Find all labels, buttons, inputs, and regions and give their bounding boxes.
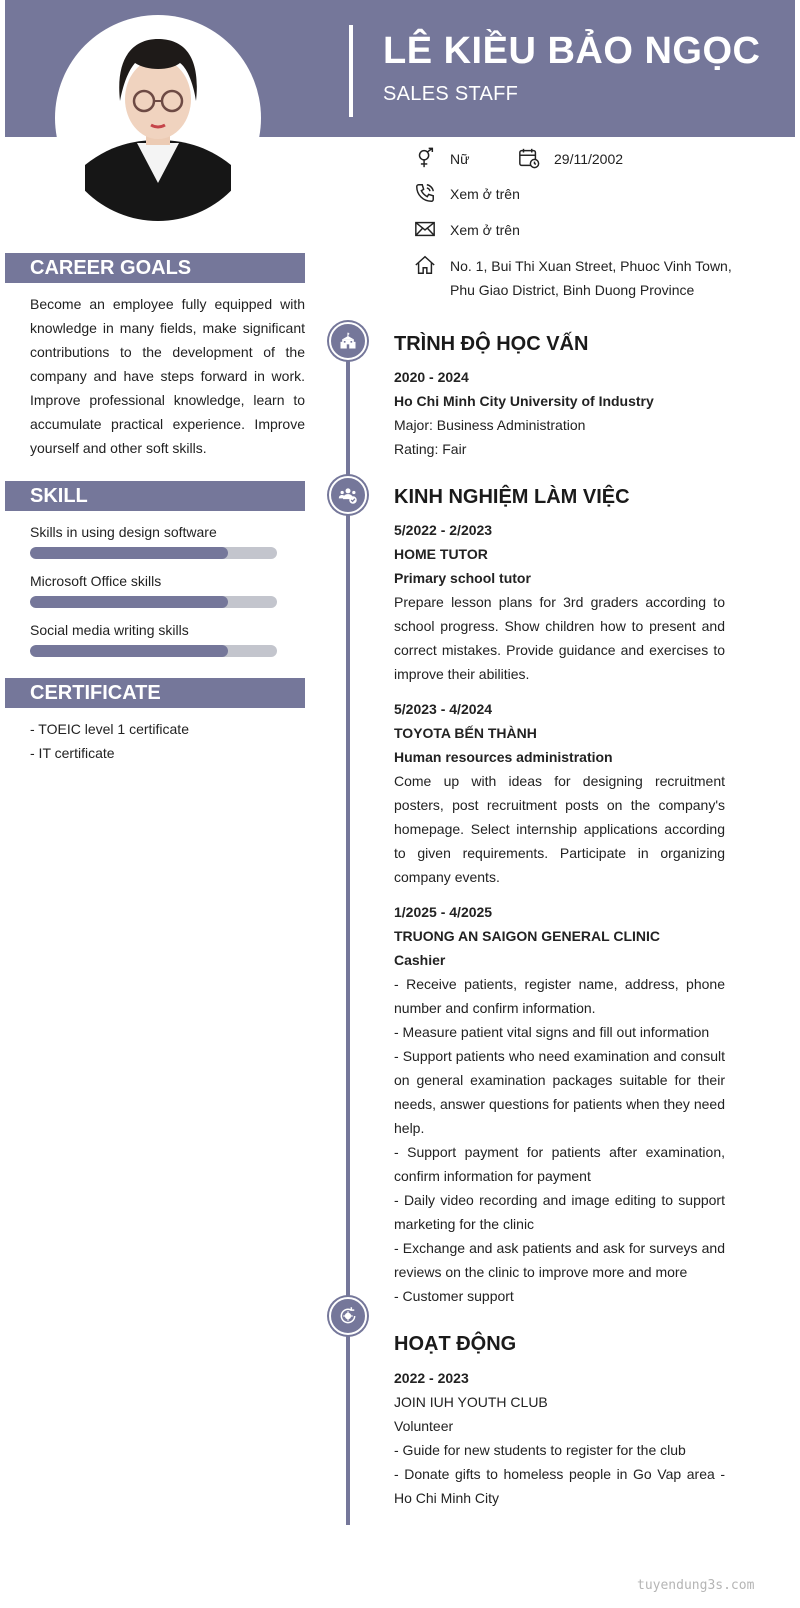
- phone-icon: [414, 182, 436, 204]
- education-block: [394, 365, 725, 461]
- skill-bar: [30, 547, 277, 559]
- gender-value: Nữ: [450, 151, 470, 167]
- person-name: LÊ KIỀU BẢO NGỌC: [383, 30, 761, 72]
- activity-period: 2022 - 2023: [394, 1370, 469, 1386]
- skill-heading: SKILL: [5, 481, 305, 511]
- job-period: 5/2022 - 2/2023: [394, 522, 493, 538]
- job-entry: [394, 518, 725, 686]
- job-company: TRUONG AN SAIGON GENERAL CLINIC: [394, 928, 661, 944]
- activities-block: [394, 1366, 725, 1510]
- activity-organization: JOIN IUH YOUTH CLUB: [394, 1394, 548, 1410]
- job-period: 1/2025 - 4/2025: [394, 904, 493, 920]
- activities-heading: HOẠT ĐỘNG: [394, 1333, 517, 1355]
- job-role: Primary school tutor: [394, 570, 531, 586]
- job-detail: - Exchange and ask patients and ask for surveys and reviews on the clinic to improve more and more: [394, 1240, 725, 1280]
- certificate-heading: CERTIFICATE: [5, 678, 305, 708]
- certificate-item: - IT certificate: [30, 745, 115, 761]
- gender-icon: [414, 147, 436, 169]
- skill-bar: [30, 645, 277, 657]
- job-detail: - Measure patient vital signs and fill out information: [394, 1024, 710, 1040]
- job-title: SALES STAFF: [383, 83, 519, 105]
- timeline-line: [346, 340, 350, 1525]
- home-icon: [414, 254, 436, 276]
- skill-label: Skills in using design software: [30, 524, 217, 540]
- activity-detail: - Donate gifts to homeless people in Go Vap area - Ho Chi Minh City: [394, 1466, 725, 1506]
- activities-icon: [329, 1297, 367, 1335]
- education-rating: Rating: Fair: [394, 441, 467, 457]
- skill-label: Social media writing skills: [30, 622, 189, 638]
- phone-value: Xem ở trên: [450, 186, 520, 202]
- education-icon: [329, 322, 367, 360]
- job-company: HOME TUTOR: [394, 546, 488, 562]
- job-detail: Prepare lesson plans for 3rd graders according to school progress. Show children how to present and correct mistakes. Provide guidance and exercises to improve their abilities.: [394, 594, 725, 682]
- skill-label: Microsoft Office skills: [30, 573, 162, 589]
- education-heading: TRÌNH ĐỘ HỌC VẤN: [394, 333, 589, 355]
- job-detail: Come up with ideas for designing recruitment posters, post recruitment posts on the company's homepage. Select internship applications according to given requirements. Participate in organizing company events.: [394, 773, 725, 885]
- name-divider: [349, 25, 353, 117]
- job-company: TOYOTA BẾN THÀNH: [394, 725, 537, 741]
- calendar-icon: [518, 147, 540, 169]
- job-role: Cashier: [394, 952, 446, 968]
- email-value: Xem ở trên: [450, 222, 520, 238]
- watermark: tuyendung3s.com: [637, 1578, 755, 1593]
- job-role: Human resources administration: [394, 749, 613, 765]
- skill-bar-fill: [30, 596, 228, 608]
- career-goals-heading: CAREER GOALS: [5, 253, 305, 283]
- education-school: Ho Chi Minh City University of Industry: [394, 393, 654, 409]
- job-detail: - Support payment for patients after examination, confirm information for payment: [394, 1144, 725, 1184]
- profile-photo: [55, 15, 261, 221]
- education-period: 2020 - 2024: [394, 369, 469, 385]
- skill-bar: [30, 596, 277, 608]
- job-detail: - Receive patients, register name, address, phone number and confirm information.: [394, 976, 725, 1016]
- activity-detail: - Guide for new students to register for the club: [394, 1442, 686, 1458]
- job-entry: [394, 697, 725, 889]
- career-goals-text: Become an employee fully equipped with knowledge in many fields, make significant contributions to the development of the company and have steps forward in work. Improve professional knowledge, learn to accumulate practical experience. Improve yourself and other soft skills.: [30, 296, 305, 456]
- job-detail: - Support patients who need examination and consult on general examination packages suitable for their needs, answer questions for patients when they need help.: [394, 1048, 725, 1136]
- job-detail: - Customer support: [394, 1288, 514, 1304]
- experience-heading: KINH NGHIỆM LÀM VIỆC: [394, 486, 630, 508]
- job-detail: - Daily video recording and image editing to support marketing for the clinic: [394, 1192, 725, 1232]
- job-entry: [394, 900, 725, 1308]
- skill-bar-fill: [30, 547, 228, 559]
- education-major: Major: Business Administration: [394, 417, 586, 433]
- address-value: No. 1, Bui Thi Xuan Street, Phuoc Vinh Town, Phu Giao District, Binh Duong Province: [450, 258, 732, 298]
- experience-icon: [329, 476, 367, 514]
- mail-icon: [414, 218, 436, 240]
- activity-role: Volunteer: [394, 1418, 454, 1434]
- job-period: 5/2023 - 4/2024: [394, 701, 493, 717]
- skill-bar-fill: [30, 645, 228, 657]
- certificate-item: - TOEIC level 1 certificate: [30, 721, 189, 737]
- birthdate-value: 29/11/2002: [554, 151, 624, 167]
